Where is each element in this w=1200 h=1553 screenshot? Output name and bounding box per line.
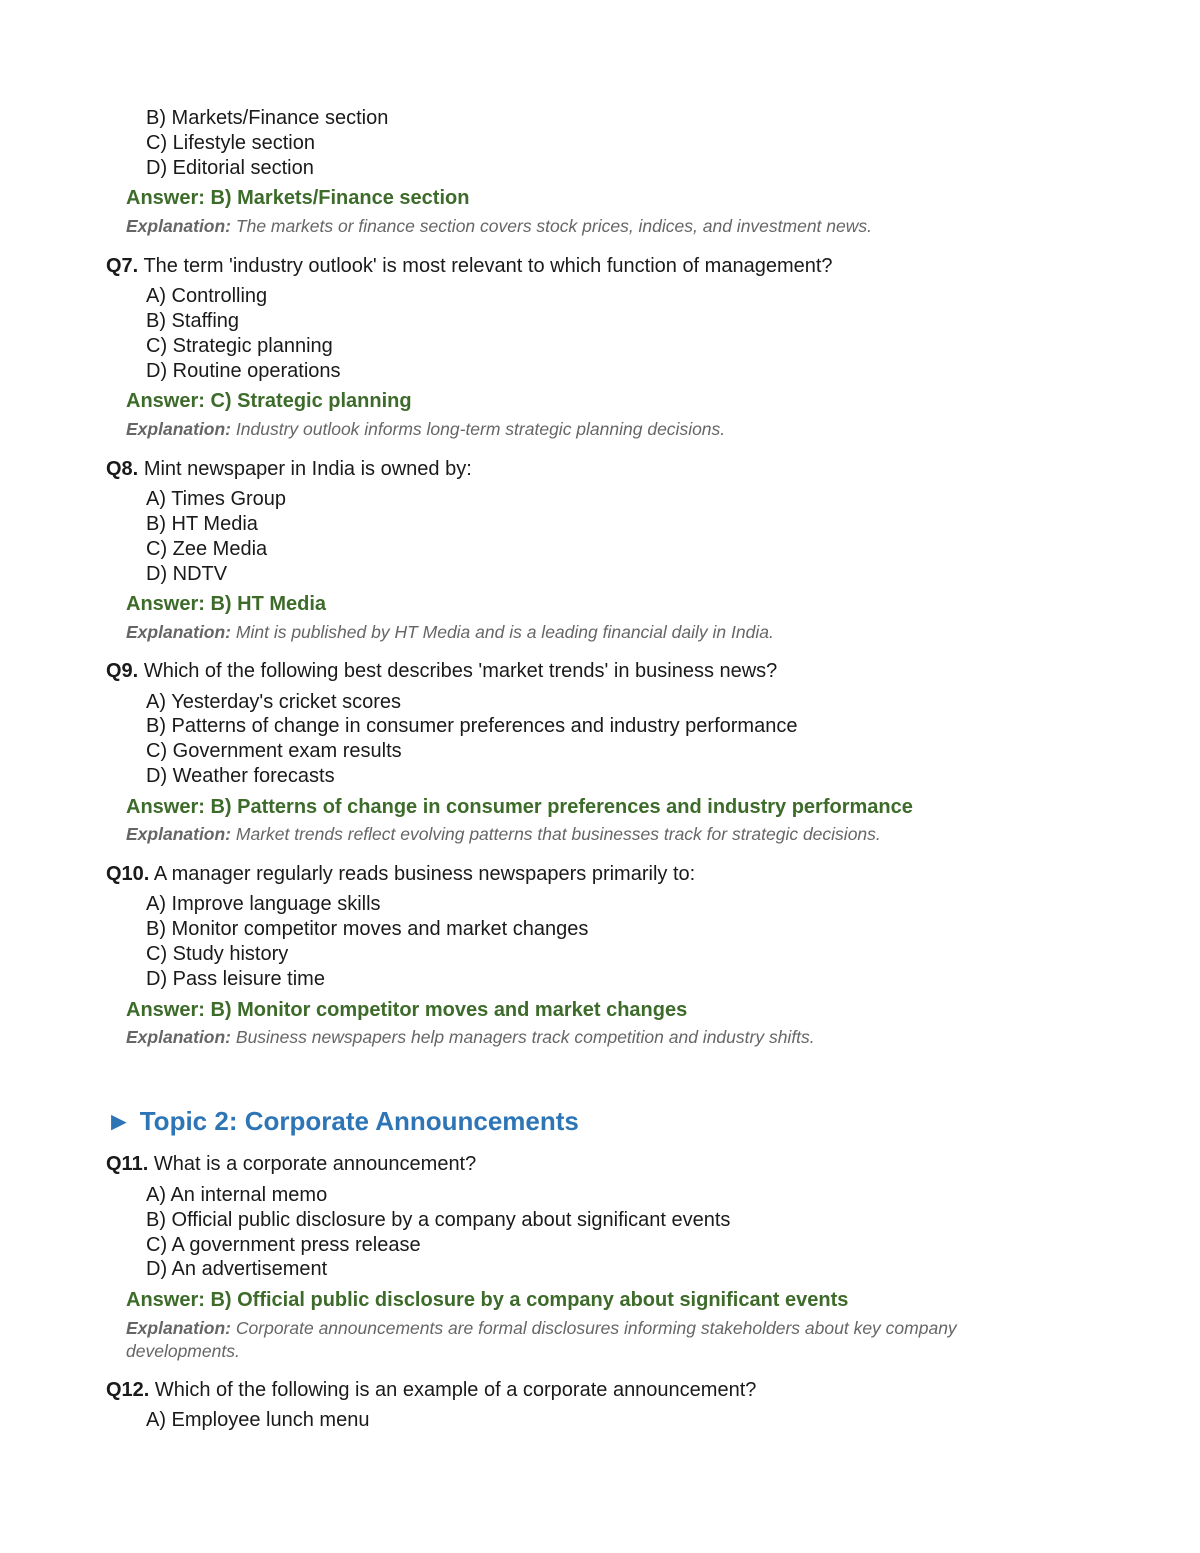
- q8-explanation: [126, 621, 1066, 644]
- q11-number: Q11.: [106, 1153, 149, 1175]
- q7-answer: Answer: C) Strategic planning: [126, 390, 412, 412]
- q7-option-c: C) Strategic planning: [146, 335, 333, 357]
- topic-2-title: Topic 2: Corporate Announcements: [139, 1106, 579, 1136]
- q11-explanation: [126, 1317, 1066, 1363]
- q10-option-a: A) Improve language skills: [146, 893, 381, 915]
- q8-question: [106, 457, 472, 481]
- q11-answer: Answer: B) Official public disclosure by a company about significant events: [126, 1289, 849, 1311]
- q8-answer: Answer: B) HT Media: [126, 593, 327, 615]
- q9-explanation: [126, 823, 1066, 846]
- q7-explanation-label: Explanation:: [126, 419, 232, 439]
- q7-explanation: [126, 418, 1066, 441]
- q11-explanation-label: Explanation:: [126, 1318, 232, 1338]
- q9-option-b: B) Patterns of change in consumer preferences and industry performance: [146, 715, 798, 737]
- q10-answer: Answer: B) Monitor competitor moves and market changes: [126, 999, 688, 1021]
- q10-explanation-label: Explanation:: [126, 1027, 232, 1047]
- q9-answer: Answer: B) Patterns of change in consumer preferences and industry performance: [126, 796, 913, 818]
- q12-number: Q12.: [106, 1379, 150, 1401]
- q6-explanation: [126, 215, 1066, 238]
- q10-option-c: C) Study history: [146, 943, 289, 965]
- q9-explanation-label: Explanation:: [126, 824, 232, 844]
- q12-text: Which of the following is an example of a corporate announcement?: [154, 1379, 757, 1401]
- q11-question: [106, 1152, 476, 1176]
- q6-option-b: B) Markets/Finance section: [146, 107, 389, 129]
- q10-explanation-text: Business newspapers help managers track competition and industry shifts.: [235, 1027, 815, 1047]
- q11-option-b: B) Official public disclosure by a company about significant events: [146, 1209, 731, 1231]
- q12-option-a: A) Employee lunch menu: [146, 1409, 370, 1431]
- q7-number: Q7.: [106, 255, 139, 277]
- q11-option-d: D) An advertisement: [146, 1258, 328, 1280]
- q9-option-a: A) Yesterday's cricket scores: [146, 691, 402, 713]
- triangle-right-icon: ►: [106, 1106, 132, 1136]
- q10-question: [106, 862, 695, 886]
- q8-number: Q8.: [106, 458, 139, 480]
- q6-option-c: C) Lifestyle section: [146, 132, 315, 154]
- q10-option-d: D) Pass leisure time: [146, 968, 325, 990]
- q6-explanation-label: Explanation:: [126, 216, 232, 236]
- q7-question: [106, 254, 833, 278]
- q11-text: What is a corporate announcement?: [153, 1153, 477, 1175]
- q7-explanation-text: Industry outlook informs long-term strategic planning decisions.: [235, 419, 726, 439]
- q7-option-b: B) Staffing: [146, 310, 240, 332]
- q10-number: Q10.: [106, 863, 150, 885]
- q10-explanation: [126, 1026, 1066, 1049]
- q8-explanation-label: Explanation:: [126, 622, 232, 642]
- q11-explanation-text: Corporate announcements are formal disclosures informing stakeholders about key company developments.: [126, 1318, 957, 1361]
- q8-option-d: D) NDTV: [146, 563, 228, 585]
- q7-text: The term 'industry outlook' is most relevant to which function of management?: [143, 255, 833, 277]
- q6-option-d: D) Editorial section: [146, 157, 314, 179]
- q11-option-a: A) An internal memo: [146, 1184, 328, 1206]
- q9-text: Which of the following best describes 'market trends' in business news?: [143, 660, 778, 682]
- q8-explanation-text: Mint is published by HT Media and is a leading financial daily in India.: [235, 622, 774, 642]
- q11-option-c: C) A government press release: [146, 1234, 421, 1256]
- q8-text: Mint newspaper in India is owned by:: [143, 458, 472, 480]
- q8-option-c: C) Zee Media: [146, 538, 268, 560]
- q8-option-a: A) Times Group: [146, 488, 287, 510]
- q12-question: [106, 1378, 756, 1402]
- q9-option-d: D) Weather forecasts: [146, 765, 335, 787]
- q6-explanation-text: The markets or finance section covers stock prices, indices, and investment news.: [235, 216, 873, 236]
- q8-option-b: B) HT Media: [146, 513, 258, 535]
- q9-number: Q9.: [106, 660, 139, 682]
- q6-answer: Answer: B) Markets/Finance section: [126, 187, 470, 209]
- q10-text: A manager regularly reads business newspapers primarily to:: [153, 863, 696, 885]
- q7-option-d: D) Routine operations: [146, 360, 341, 382]
- q9-option-c: C) Government exam results: [146, 740, 402, 762]
- q9-explanation-text: Market trends reflect evolving patterns that businesses track for strategic decisions.: [235, 824, 881, 844]
- q9-question: [106, 659, 777, 683]
- q7-option-a: A) Controlling: [146, 285, 268, 307]
- q10-option-b: B) Monitor competitor moves and market changes: [146, 918, 589, 940]
- topic-2-heading: [106, 1104, 579, 1138]
